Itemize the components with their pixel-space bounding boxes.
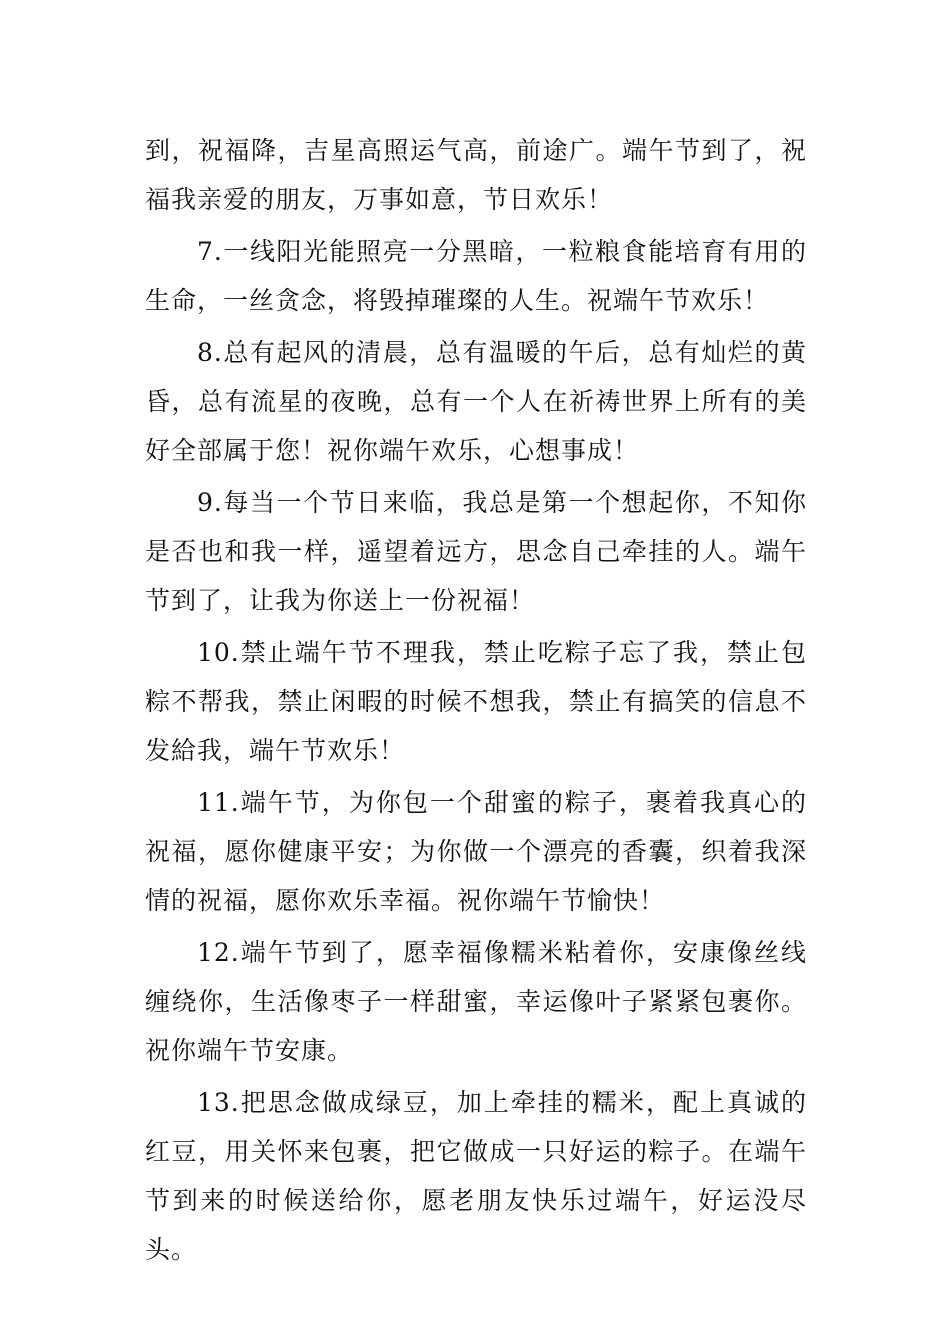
paragraph-item-10: 10.禁止端午节不理我，禁止吃粽子忘了我，禁止包粽不帮我，禁止闲暇的时候不想我，禁止有搞笑的信息不发給我，端午节欢乐！ <box>145 638 807 765</box>
paragraph-item-11: 11.端午节，为你包一个甜蜜的粽子，裹着我真心的祝福，愿你健康平安；为你做一个漂亮的香囊，织着我深情的祝福，愿你欢乐幸福。祝你端午节愉快！ <box>145 788 807 915</box>
paragraph-item-8: 8.总有起风的清晨，总有温暖的午后，总有灿烂的黄昏，总有流星的夜晚，总有一个人在祈祷世界上所有的美好全部属于您！祝你端午欢乐，心想事成！ <box>145 338 807 465</box>
paragraph-item-12: 12.端午节到了，愿幸福像糯米粘着你，安康像丝线缠绕你，生活像枣子一样甜蜜，幸运像叶子紧紧包裹你。祝你端午节安康。 <box>145 938 807 1065</box>
paragraph-item-13: 13.把思念做成绿豆，加上牵挂的糯米，配上真诚的红豆，用关怀来包裹，把它做成一只好运的粽子。在端午节到来的时候送给你，愿老朋友快乐过端午，好运没尽头。 <box>145 1088 807 1264</box>
document-body <box>145 126 807 1277</box>
paragraph-item-9: 9.每当一个节日来临，我总是第一个想起你，不知你是否也和我一样，遥望着远方，思念自己牵挂的人。端午节到了，让我为你送上一份祝福！ <box>145 488 807 615</box>
paragraph-continuation: 到，祝福降，吉星高照运气高，前途广。端午节到了，祝福我亲爱的朋友，万事如意，节日欢乐！ <box>145 136 807 214</box>
paragraph-item-7: 7.一线阳光能照亮一分黑暗，一粒粮食能培育有用的生命，一丝贪念，将毁掉璀璨的人生。祝端午节欢乐！ <box>145 237 807 315</box>
